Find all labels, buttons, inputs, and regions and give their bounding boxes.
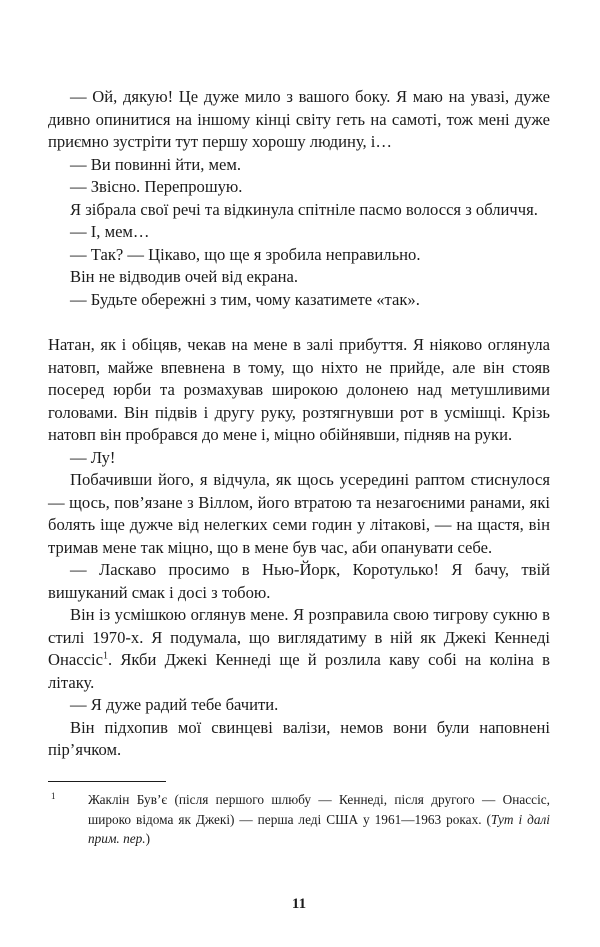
paragraph: — Ви повинні йти, мем. — [70, 154, 242, 174]
footnote-reference[interactable]: 1 — [102, 650, 108, 662]
footnote — [48, 790, 550, 849]
paragraph-with-footnote-ref — [48, 604, 550, 694]
footnote-text — [88, 790, 550, 849]
paragraph: — Так? — Цікаво, що ще я зробила неправильно. — [70, 244, 421, 264]
footnote-divider — [48, 781, 166, 782]
paragraph: — Будьте обережні з тим, чому казатимете «так». — [70, 289, 420, 309]
footnote-italic-note: Тут і далі прим. пер. — [88, 811, 550, 846]
paragraph: — Ой, дякую! Це дуже мило з вашого боку. Я маю на увазі, дуже дивно опинитися на іншому кінці світу геть на самоті, тож мені дуже приємно зустріти тут першу хорошу людину, і… — [48, 87, 550, 151]
section-opening-paragraph: Натан, як і обіцяв, чекав на мене в залі прибуття. Я ніяково оглянула натовп, майже впевнена в тому, що ніхто не прийде, але він стояв посеред юрби та розмахував широкою долонею над метушливими головами. Він підвів і другу руку, розтягнувши рот в усмішці. Крізь натовп він пробрався до мене і, міцно обійнявши, підняв на руки. — [48, 335, 550, 444]
book-page — [48, 0, 550, 947]
paragraph: — Ласкаво просимо в Нью-Йорк, Коротулько! Я бачу, твій вишуканий смак і досі з тобою. — [48, 560, 550, 602]
footnote-body: Жаклін Був’є (після першого шлюбу — Кеннеді, після другого — Онассіс, широко відома як Джекі) — перша леді США у 1961—1963 роках. ( — [88, 792, 550, 827]
paragraph: Він не відводив очей від екрана. — [70, 267, 298, 286]
paragraph: — Звісно. Перепрошую. — [70, 177, 243, 196]
paragraph: — Лу! — [70, 447, 116, 467]
dialogue-section — [48, 86, 550, 311]
paragraph: — Я дуже радий тебе бачити. — [70, 695, 279, 714]
paragraph: — І, мем… — [70, 222, 150, 241]
paragraph-text: Він із усмішкою оглянув мене. Я розправила свою тигрову сукню в стилі 1970-х. Я подумала, що виглядатиму в ній як Джекі Кеннеді Онассіс — [48, 605, 550, 669]
paragraph: Побачивши його, я відчула, як щось усередині раптом стиснулося — щось, пов’язане з Віллом, його втратою та незагоєними ранами, які болять іще дужче від нелегких семи годин у літакові, — на щастя, він тримав мене так міцно, що в мене був час, аби опанувати себе. — [48, 470, 550, 557]
page-number: 11 — [291, 896, 307, 912]
paragraph: Я зібрала свої речі та відкинула спітніле пасмо волосся з обличчя. — [70, 199, 538, 219]
footnote-close: ) — [145, 831, 151, 846]
footnote-marker: 1 — [51, 791, 56, 801]
paragraph-text: . Якби Джекі Кеннеді ще й розлила каву собі на коліна в літаку. — [48, 650, 550, 692]
paragraph: Він підхопив мої свинцеві валізи, немов вони були наповнені пір’ячком. — [48, 717, 550, 759]
arrival-section — [48, 334, 550, 762]
